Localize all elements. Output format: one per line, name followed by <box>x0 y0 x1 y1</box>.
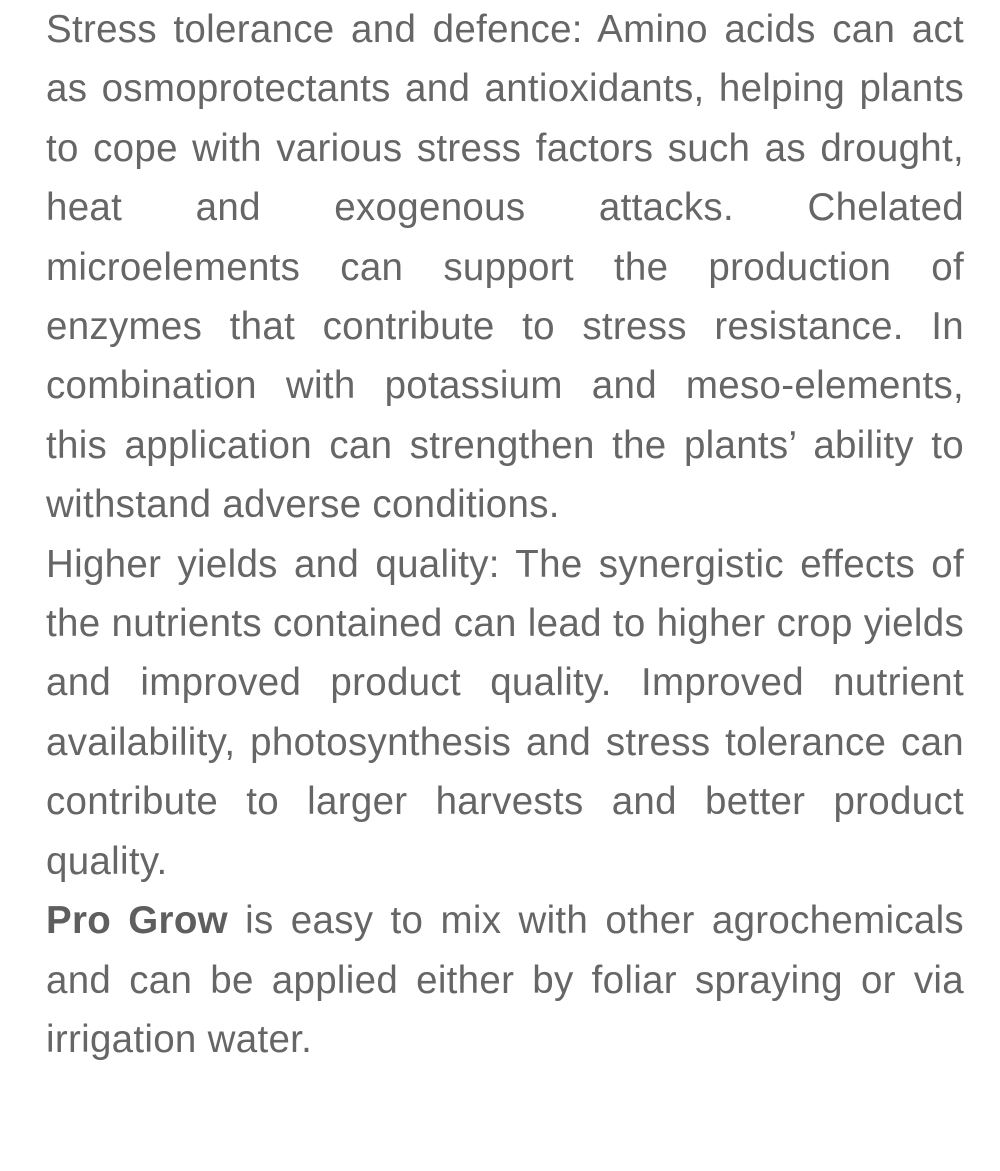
stress-tolerance-paragraph: Stress tolerance and defence: Amino acids can act as osmoprotectants and antioxidants, helping plants to cope with various stress factors such as drought, heat and exogenous attacks. Chelated microelements can support the production of enzymes that contribute to stress resistance. In combination with potassium and meso-elements, this application can strengthen the plants’ ability to withstand adverse conditions. <box>46 8 964 527</box>
brand-name: Pro Grow <box>46 899 228 943</box>
mixing-paragraph <box>46 891 964 1069</box>
yields-quality-paragraph: Higher yields and quality: The synergistic effects of the nutrients contained can lead to higher crop yields and improved product quality. Improved nutrient availability, photosynthesis and stress tolerance can contribute to larger harvests and better product quality. <box>46 542 964 883</box>
mixing-text: is easy to mix with other agrochemicals and can be applied either by foliar spraying or via irrigation water. <box>46 899 964 1061</box>
article-body <box>46 0 964 1069</box>
